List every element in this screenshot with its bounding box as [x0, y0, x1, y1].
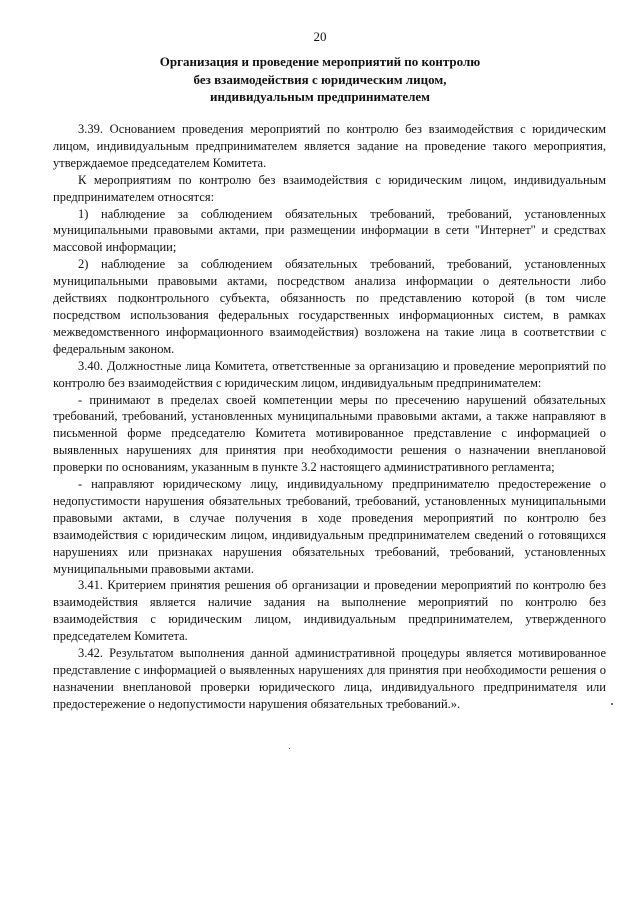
- scan-speck: [289, 748, 290, 749]
- paragraph-activity-1: 1) наблюдение за соблюдением обязательных требований, требований, установленных муниципальными правовыми актами, при размещении информации в сети "Интернет" и средствах массовой информации;: [53, 206, 606, 255]
- scan-speck: [611, 703, 613, 705]
- paragraph-3-40-item-1: - принимают в пределах своей компетенции меры по пресечению нарушений обязательных требований, требований, установленных муниципальными правовыми актами, а также направляют в письменной форме председателю Комитета мотивированное представление с информацией о выявленных нарушениях для принятия при необходимости решения о назначении внеплановой проверки по основаниям, указанным в пункте 3.2 настоящего административного регламента;: [53, 392, 606, 475]
- body-text: [53, 121, 606, 713]
- section-title-line: Организация и проведение мероприятий по контролю: [159, 54, 481, 69]
- paragraph-3-42: 3.42. Результатом выполнения данной административной процедуры является мотивированное представление с информацией о выявленных нарушениях для принятия при необходимости решения о назначении внеплановой проверки юридического лица, индивидуального предпринимателя или предостережение о недопустимости нарушения обязательных требований.».: [53, 646, 606, 711]
- section-title-line: без взаимодействия с юридическим лицом,: [193, 71, 447, 87]
- section-title: [120, 53, 520, 106]
- paragraph-activity-2: 2) наблюдение за соблюдением обязательных требований, требований, установленных муниципальными правовыми актами, посредством анализа информации о деятельности либо действиях подконтрольного субъекта, обязанность по представлению которой (в том числе посредством использования федеральных государственных информационных систем, в рамках межведомственного информационного взаимодействия) возложена на такие лица в соответствии с федеральным законом.: [53, 257, 606, 356]
- paragraph-activities-intro: К мероприятиям по контролю без взаимодействия с юридическим лицом, индивидуальным предпринимателем относятся:: [53, 172, 606, 204]
- paragraph-3-40: 3.40. Должностные лица Комитета, ответственные за организацию и проведение мероприятий по контролю без взаимодействия с юридическим лицом, индивидуальным предпринимателем:: [53, 358, 606, 390]
- page-number: 20: [313, 29, 327, 44]
- paragraph-3-41: 3.41. Критерием принятия решения об организации и проведении мероприятий по контролю без взаимодействия является наличие задания на выполнение мероприятий по контролю без взаимодействия с юридическим лицом, индивидуальным предпринимателем, утвержденного председателем Комитета.: [53, 578, 606, 644]
- paragraph-3-39: 3.39. Основанием проведения мероприятий по контролю без взаимодействия с юридическим лицом, индивидуальным предпринимателем является задание на проведение такого мероприятия, утверждаемое председателем Комитета.: [53, 122, 606, 170]
- paragraph-3-40-item-2: - направляют юридическому лицу, индивидуальному предпринимателю предостережение о недопустимости нарушения обязательных требований, требований, установленных муниципальными правовыми актами, в случае получения в ходе проведения мероприятий по контролю без взаимодействия с юридическим лицом, индивидуальным предпринимателем сведений о готовящихся нарушениях или признаках нарушения обязательных требований, требований, установленных муниципальными правовыми актами.: [53, 477, 606, 576]
- section-title-line: индивидуальным предпринимателем: [209, 89, 431, 104]
